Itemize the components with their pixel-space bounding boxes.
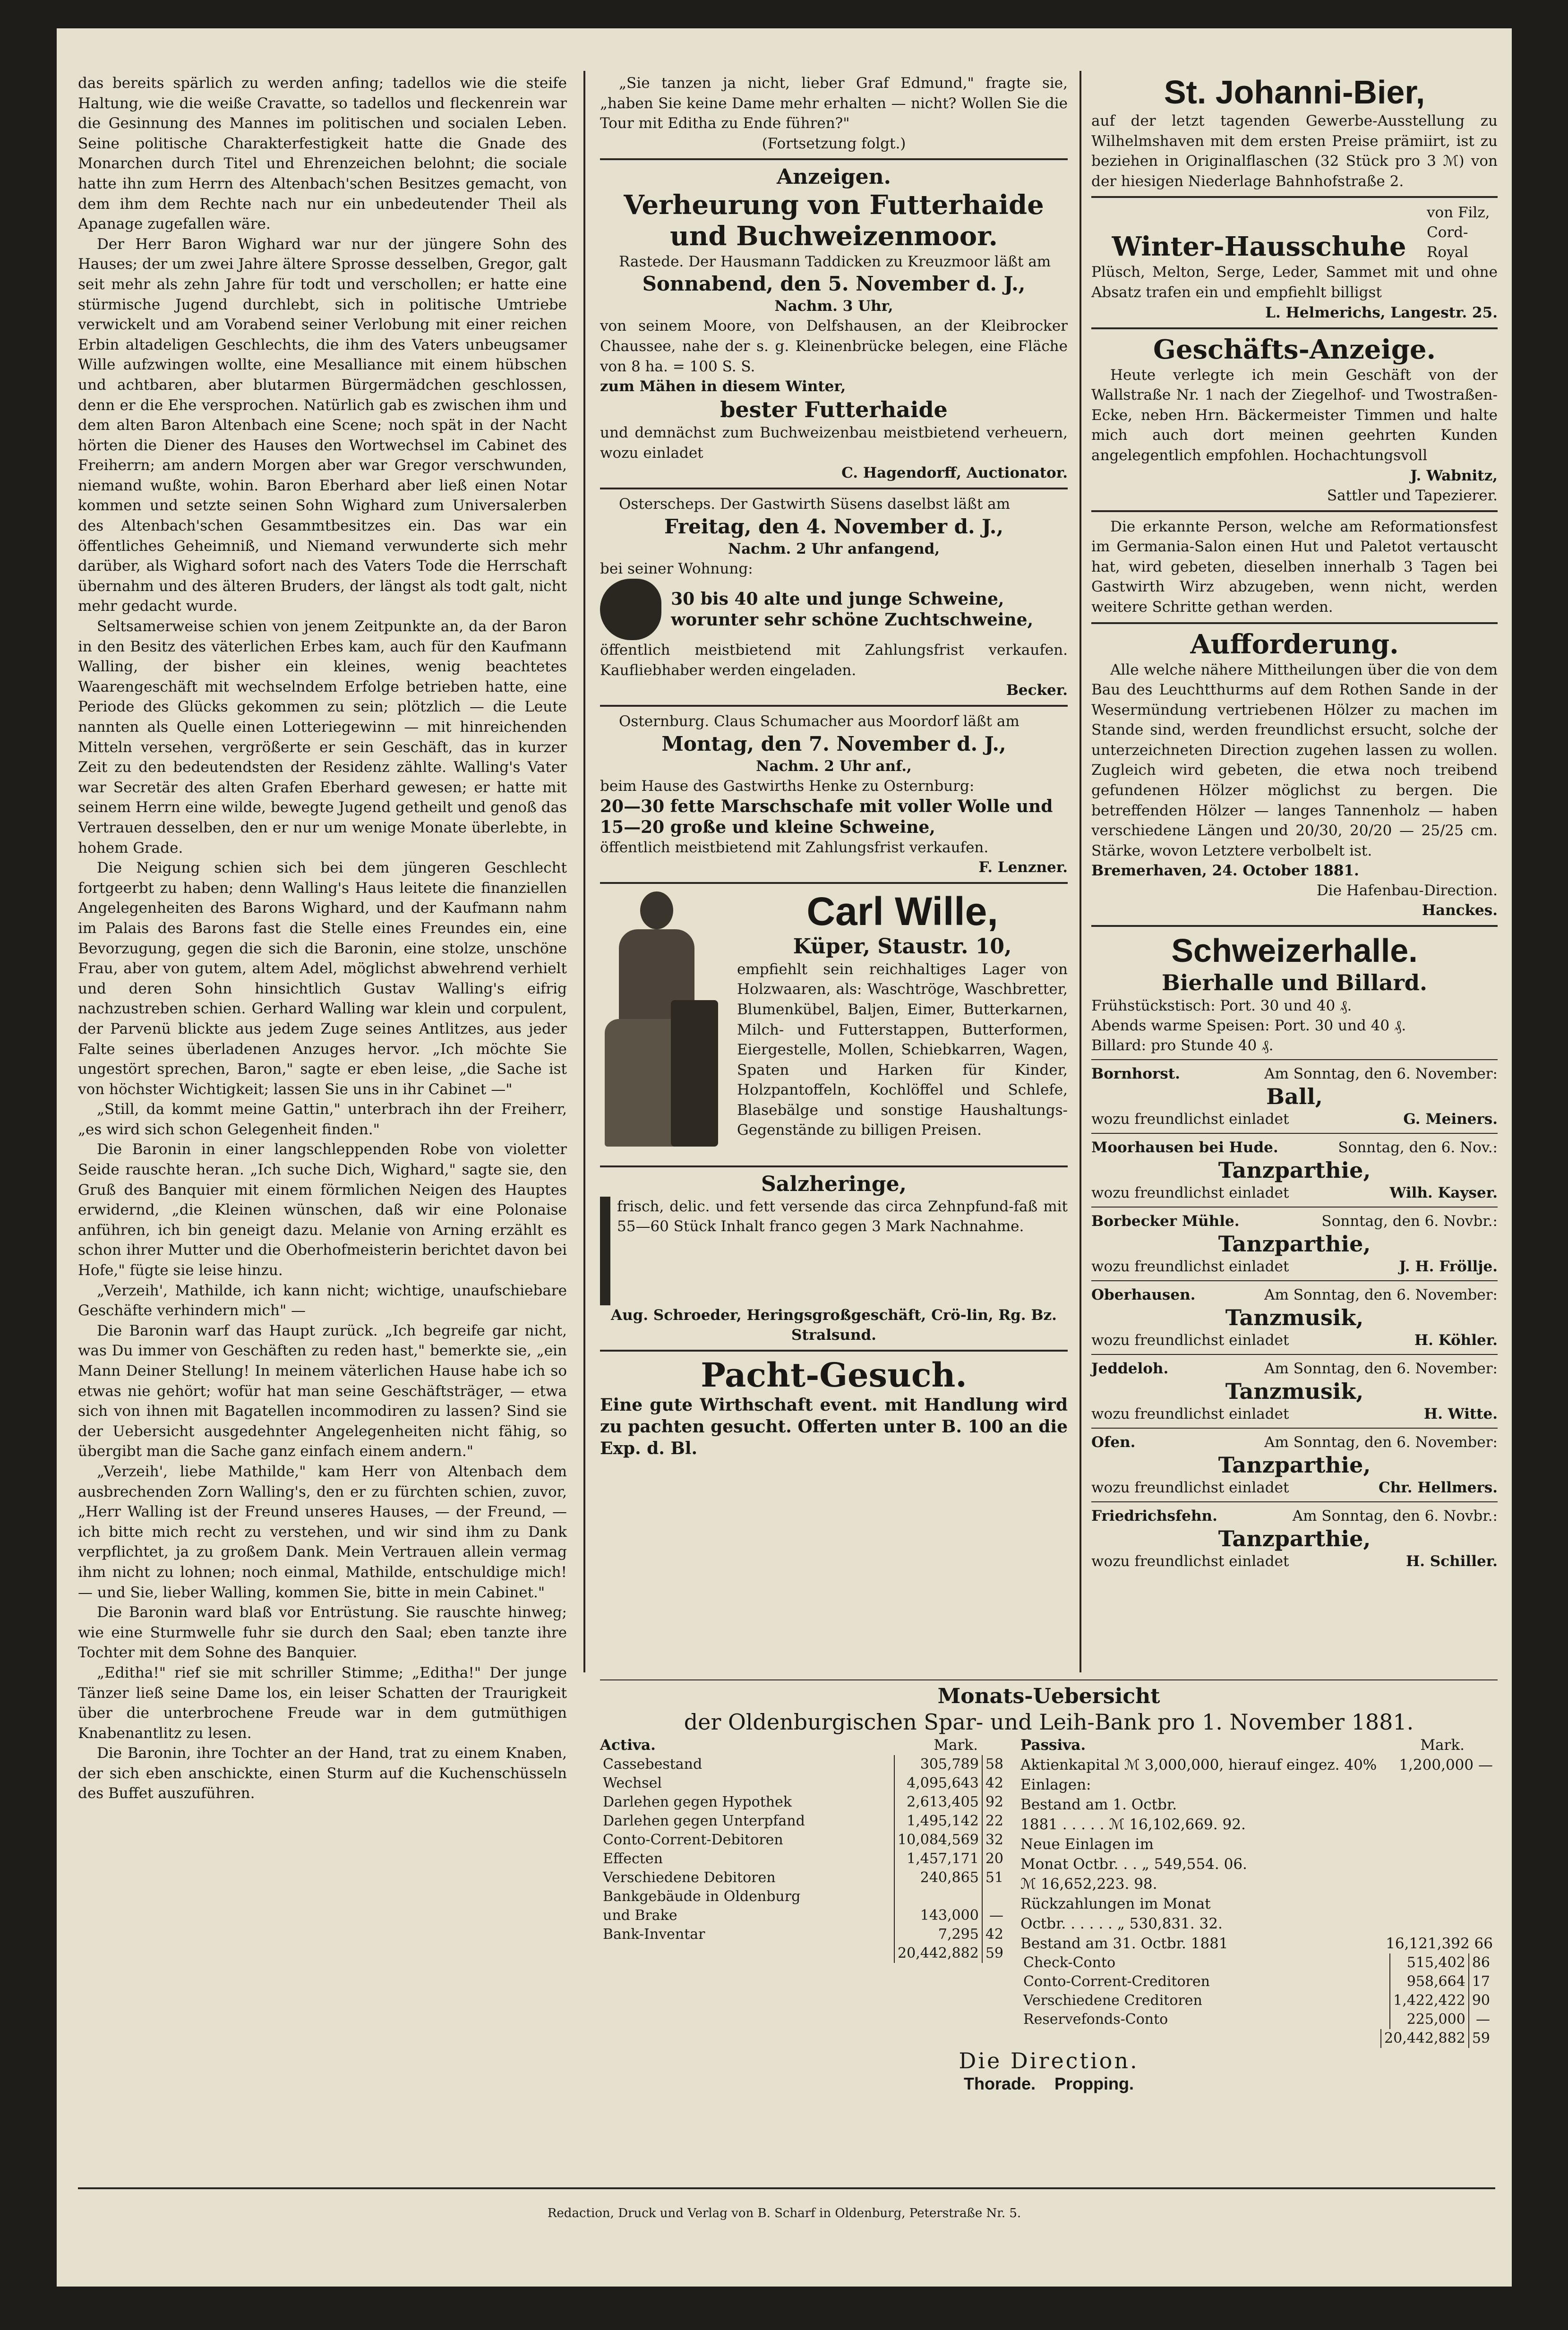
bank-balance-sheet xyxy=(600,1679,1498,2094)
ad-title: Carl Wille, xyxy=(806,889,998,934)
serial-story-column xyxy=(78,73,567,1804)
ad-place-date: Bremerhaven, 24. October 1881. xyxy=(1091,862,1359,880)
row-mark: 305,789 xyxy=(894,1755,982,1774)
column-rule xyxy=(583,71,585,1672)
dance-place: Borbecker Mühle. xyxy=(1091,1213,1240,1230)
dance-date: Am Sonntag, den 6. Novbr.: xyxy=(1292,1508,1498,1525)
row-label: Darlehen gegen Hypothek xyxy=(603,1794,792,1810)
dance-invite: wozu freundlichst einladet xyxy=(1091,1405,1289,1423)
row-pfennig: 42 xyxy=(982,1925,1006,1944)
ad-title: Pacht-Gesuch. xyxy=(701,1355,967,1395)
activa-label: Activa. xyxy=(600,1737,656,1754)
row-pfennig: 51 xyxy=(982,1868,1006,1887)
newspaper-page xyxy=(57,28,1512,2287)
ad-highlight: 20—30 fette Marschschafe mit voller Wolle und xyxy=(600,796,1053,816)
dance-place: Friedrichsfehn. xyxy=(1091,1508,1217,1525)
divider xyxy=(600,1165,1068,1167)
ad-text: und demnächst zum Buchweizenbau meistbietend verheuern, wozu einladet xyxy=(600,424,1068,462)
table-row xyxy=(600,1831,1006,1850)
ad-highlight: 15—20 große und kleine Schweine, xyxy=(600,817,935,837)
dance-ad xyxy=(1091,1501,1498,1571)
ad-text: Billard: pro Stunde 40 ₰. xyxy=(1091,1037,1274,1054)
dance-invite: wozu freundlichst einladet xyxy=(1091,1184,1289,1202)
mark-header: Mark. xyxy=(1420,1737,1465,1754)
story-paragraph: Die Baronin ward blaß vor Entrüstung. Sie rauschte hinweg; wie eine Sturmwelle fuhr sie durch den Saal; eben tanzte ihre Tochter mit dem Sohne des Banquier. xyxy=(78,1604,567,1662)
dance-invite: wozu freundlichst einladet xyxy=(1091,1479,1289,1497)
dance-date: Sonntag, den 6. Nov.: xyxy=(1338,1139,1498,1156)
decorative-bar xyxy=(600,1197,610,1305)
dance-date: Am Sonntag, den 6. November: xyxy=(1264,1286,1498,1304)
ad-signature: J. Wabnitz, xyxy=(1410,467,1498,484)
story-paragraph: „Verzeih', liebe Mathilde," kam Herr von Altenbach dem ausbrechenden Zorn Walling's, den er zu fürchten schien, zuvor, „Herr Walling ist der Freund unseres Hauses, — der Freund, — ich bitte mich recht zu verstehen, und wir sind ihm zu Dank verpflichtet, ja zu großem Dank. Mein Vertrauen allein vermag ihm nicht zu lohnen; noch einmal, Mathilde, entschuldige mich! — und Sie, lieber Walling, kommen Sie, bitte in mein Cabinet." xyxy=(78,1463,567,1601)
row-pfennig: 32 xyxy=(982,1831,1006,1850)
row-label: Conto-Corrent-Creditoren xyxy=(1023,1973,1210,1990)
passiva-label: Passiva. xyxy=(1020,1737,1086,1754)
row-mark: 515,402 xyxy=(1390,1953,1469,1972)
row-pfennig: 86 xyxy=(1469,1953,1493,1972)
ad-text: bei seiner Wohnung: xyxy=(600,560,753,577)
dance-title: Tanzparthie, xyxy=(1218,1526,1371,1552)
row-label: Bankgebäude in Oldenburg xyxy=(603,1888,801,1905)
row-label: Verschiedene Creditoren xyxy=(1023,1992,1202,2009)
row-mark: 1,457,171 xyxy=(894,1850,982,1868)
ad-signature: F. Lenzner. xyxy=(978,858,1068,876)
dance-title: Tanzmusik, xyxy=(1225,1305,1364,1331)
passiva-side xyxy=(1020,1735,1493,2048)
row-pfennig xyxy=(982,1887,1006,1906)
row-label: Verschiedene Debitoren xyxy=(603,1869,776,1886)
ad-text: Osternburg. Claus Schumacher aus Moordorf läßt am xyxy=(619,713,1020,730)
row-pfennig: 42 xyxy=(982,1774,1006,1793)
ad-text: öffentlich meistbietend mit Zahlungsfrist verkaufen. xyxy=(600,839,989,856)
ad-signature: L. Helmerichs, Langestr. 25. xyxy=(1265,304,1498,321)
passiva-line: Monat Octbr. . . „ 549,554. 06. xyxy=(1020,1856,1247,1873)
ad-signature: Die Hafenbau-Direction. xyxy=(1316,882,1498,899)
ad-text: Plüsch, Melton, Serge, Leder, Sammet mit und ohne Absatz trafen ein und empfiehlt billigst xyxy=(1091,264,1498,301)
dance-host: Chr. Hellmers. xyxy=(1379,1479,1498,1497)
table-row xyxy=(600,1755,1006,1774)
story-paragraph: „Editha!" rief sie mit schriller Stimme; „Editha!" Der junge Tänzer ließ seine Dame los, ein leiser Schatten der Traurigkeit über die unterbrochene Freude war in dem gutmüthigen Knabenantlitz zu lesen. xyxy=(78,1664,567,1742)
ad-text: empfiehlt sein reichhaltiges Lager von Holzwaaren, als: Waschtröge, Waschbretter, Blumenkübel, Baljen, Eimer, Butterkarnen, Milch- und Futterstappen, Butterformen, Eiergestelle, Mollen, Schiebkarren, Wagen, Spaten und Harken für Kinder, Holzpantoffeln, Kochlöffel und Schlefe, Blasebälge und sonstige Haushaltungs-Gegenstände zu billigen Preisen. xyxy=(737,960,1068,1139)
balance-signature: Die Direction. xyxy=(959,2048,1139,2073)
ad-text: Die erkannte Person, welche am Reformationsfest im Germania-Salon einen Hut und Paletot vertauscht hat, wird gebeten, dieselben innerhalb 3 Tagen bei Gastwirth Wirz abzugeben, wenn nicht, werden weitere Schritte gethan werden. xyxy=(1091,518,1498,616)
dance-title: Tanzparthie, xyxy=(1218,1231,1371,1257)
dance-ad xyxy=(1091,1280,1498,1350)
activa-total: 20,442,882 xyxy=(894,1944,982,1963)
ad-title: Verheurung von Futterhaide und Buchweizenmoor. xyxy=(624,189,1044,252)
dance-date: Am Sonntag, den 6. November: xyxy=(1264,1360,1498,1378)
dance-title: Tanzmusik, xyxy=(1225,1379,1364,1405)
ad-signature: Aug. Schroeder, Heringsgroßgeschäft, Crö-lin, Rg. Bz. Stralsund. xyxy=(611,1306,1057,1344)
passiva-line: Neue Einlagen im xyxy=(1020,1836,1154,1853)
ad-highlight: bester Futterhaide xyxy=(720,397,948,423)
dance-host: Wilh. Kayser. xyxy=(1389,1184,1498,1202)
section-heading: Anzeigen. xyxy=(777,164,891,189)
row-pfennig: 22 xyxy=(982,1812,1006,1831)
row-label: Effecten xyxy=(603,1850,663,1867)
row-pfennig: 20 xyxy=(982,1850,1006,1868)
dance-ad xyxy=(1091,1059,1498,1129)
story-paragraph: „Still, da kommt meine Gattin," unterbrach ihn der Freiherr, „es wird sich schon Gelegenheit finden." xyxy=(78,1101,567,1138)
ad-title: St. Johanni-Bier, xyxy=(1164,74,1425,111)
ad-signature: C. Hagendorff, Auctionator. xyxy=(841,464,1068,482)
passiva-value: 1,200,000 — xyxy=(1399,1756,1493,1773)
row-label: Darlehen gegen Unterpfand xyxy=(603,1813,805,1829)
row-pfennig: — xyxy=(982,1906,1006,1925)
dance-ads xyxy=(1091,1059,1498,1571)
ad-text: Alle welche nähere Mittheilungen über die von dem Bau des Leuchtthurms auf dem Rothen Sande in der Wesermündung vertriebenen Hölzer zu machen im Stande sind, werden freundlichst ersucht, solche der unterzeichneten Direction zugehen lassen zu wollen. Zugleich wird gebeten, die etwa noch treibend gefundenen Hölzer möglichst zu bergen. Die betreffenden Hölzer — langes Tannenholz — haben verschiedene Längen und 20/30, 20/20 — 25/25 cm. Stärke, wovon Letztere verbolbelt ist. xyxy=(1091,661,1498,859)
dance-place: Oberhausen. xyxy=(1091,1286,1196,1304)
passiva-line: 1881 . . . . . ℳ 16,102,669. 92. xyxy=(1020,1816,1246,1833)
row-mark: 958,664 xyxy=(1390,1972,1469,1991)
divider xyxy=(600,882,1068,884)
row-label: Conto-Corrent-Debitoren xyxy=(603,1832,783,1848)
story-paragraph: das bereits spärlich zu werden anfing; tadellos wie die steife Haltung, wie die weiße Cravatte, so tadellos und fleckenrein war die Gesinnung des Mannes im politischen und socialen Leben. Seine politische Charakterfestigkeit hatte die Gnade des Monarchen durch Titel und Ehrenzeichen belohnt; die sociale hatte ihn zum Herrn des Altenbach'schen Besitzes gemacht, von dem ihm dem Rechte nach nur ein unbedeutender Theil als Apanage zugefallen wäre. xyxy=(78,75,567,233)
table-row xyxy=(600,1906,1006,1925)
row-mark: 1,422,422 xyxy=(1390,1991,1469,2010)
passiva-line: Aktienkapital ℳ 3,000,000, hierauf eingez. 40% xyxy=(1020,1756,1377,1773)
ad-title: Salzheringe, xyxy=(761,1172,907,1196)
ad-highlight: 30 bis 40 alte und junge Schweine, worunter sehr schöne Zuchtschweine, xyxy=(671,589,1034,630)
row-mark: 10,084,569 xyxy=(894,1831,982,1850)
ad-time: Nachm. 2 Uhr anf., xyxy=(756,757,912,775)
ad-text: Osterscheps. Der Gastwirth Süsens daselbst läßt am xyxy=(619,496,1011,513)
divider xyxy=(1091,196,1498,198)
row-label: und Brake xyxy=(603,1907,677,1924)
story-paragraph: Die Neigung schien sich bei dem jüngeren Geschlecht fortgeerbt zu haben; denn Walling's Haus leitete die finanziellen Angelegenheiten des Barons Wighard, und der Kaufmann nahm im Palais des Barons fast die Stelle eines Freundes ein, eine Bevorzugung, gegen die sich die Baronin, eine stolze, unschöne Frau, aber von gutem, altem Adel, möglichst abwehrend verhielt und deren Sohn hinsichtlich Gustav Walling's eifrig nachzustreben schien. Gerhard Walling war klein und corpulent, der Parvenü blickte aus jedem Zuge seines Antlitzes, aus jeder Falte seines überladenen Anzuges hervor. „Ich möchte Sie ungestört sprechen, Baron," sagte er eben leise, „die Sache ist von höchster Wichtigkeit; lassen Sie uns in ihr Cabinet —" xyxy=(78,859,567,1098)
dance-place: Moorhausen bei Hude. xyxy=(1091,1139,1278,1156)
ad-text: Heute verlegte ich mein Geschäft von der Wallstraße Nr. 1 nach der Ziegelhof- und Twostraßen-Ecke, neben Hrn. Bäckermeister Timmen und halte mich auch dort meinen geehrten Kunden angelegentlich empfohlen. Hochachtungsvoll xyxy=(1091,366,1498,464)
story-paragraph: Die Baronin in einer langschleppenden Robe von violetter Seide rauschte heran. „Ich suche Dich, Wighard," sagte sie, den Gruß des Banquier mit einem förmlichen Neigen des Hauptes erwidernd, „die Kleinen wünschen, daß wir eine Polonaise anführen, ich bin geneigt dazu. Melanie von Arning erzählt es schon ihrer Mutter und die Oberhofmeisterin berichtet davon bei Hofe," fügte sie leise hinzu. xyxy=(78,1141,567,1279)
row-mark: 143,000 xyxy=(894,1906,982,1925)
ad-date: Freitag, den 4. November d. J., xyxy=(664,514,1004,538)
ad-signature: Becker. xyxy=(1006,682,1068,699)
row-mark xyxy=(894,1887,982,1906)
divider xyxy=(600,158,1068,160)
ads-column-middle xyxy=(600,73,1068,1459)
dance-host: H. Witte. xyxy=(1423,1405,1498,1423)
balance-title: Monats-Uebersicht xyxy=(937,1684,1160,1708)
ad-text: von seinem Moore, von Delfshausen, an der Kleibrocker Chaussee, nahe der s. g. Kleinenbrücke belegen, eine Fläche von 8 ha. = 100 S. S. xyxy=(600,317,1068,375)
row-pfennig: — xyxy=(1469,2010,1493,2029)
story-paragraph: Die Baronin warf das Haupt zurück. „Ich begreife gar nicht, was Du immer von Geschäften zu reden hast," bemerkte sie, „ein Mann Deiner Stellung! In meinem väterlichen Hause habe ich so etwas nie gehört; wofür hat man seine Geschäftsträger, — etwa sich von ihnen mit Bagatellen incommodiren zu lassen? Sind sie der Uebersicht ausgedehnter Angelegenheiten nicht fähig, so übergibt man die Sache ganz einfach einem andern." xyxy=(78,1322,567,1460)
row-label: Check-Conto xyxy=(1023,1954,1116,1971)
dance-ad xyxy=(1091,1354,1498,1424)
ad-text: Eine gute Wirthschaft event. mit Handlung wird zu pachten gesucht. Offerten unter B. 100 an die Exp. d. Bl. xyxy=(600,1395,1068,1458)
mark-header: Mark. xyxy=(934,1737,978,1754)
dance-place: Jeddeloh. xyxy=(1091,1360,1169,1378)
ad-title: Winter-Hausschuhe xyxy=(1112,231,1406,263)
ad-aside: von Filz, Cord-Royal xyxy=(1427,204,1490,261)
story-paragraph: Seltsamerweise schien von jenem Zeitpunkte an, da der Baron in den Besitz des väterlichen Erbes kam, auch für den Kaufmann Walling, der bisher ein kleines, wenig beachtetes Waarengeschäft mit wechselndem Erfolge betrieben hatte, eine Periode des Glücks gekommen zu sein; plötzlich — die Leute nannten als Quelle einen Lotteriegewinn — mit hinreichenden Mitteln versehen, vergrößerte er sein Geschäft, das in kurzer Zeit zu den bedeutendsten der Residenz zählte. Walling's Vater war Secretär des alten Grafen Eberhard gewesen; er hatte mit seinem Herrn eine wilde, bewegte Jugend getheilt und genoß das Vertrauen desselben, den er nur um wenige Monate überlebte, in hohem Grade. xyxy=(78,618,567,857)
ad-text: Rastede. Der Hausmann Taddicken zu Kreuzmoor läßt am xyxy=(619,253,1051,270)
passiva-line: Rückzahlungen im Monat xyxy=(1020,1895,1211,1912)
balance-subtitle: der Oldenburgischen Spar- und Leih-Bank pro 1. November 1881. xyxy=(684,1709,1414,1735)
continued-note: (Fortsetzung folgt.) xyxy=(762,135,906,152)
divider xyxy=(600,1350,1068,1352)
story-paragraph: „Verzeih', Mathilde, ich kann nicht; wichtige, unaufschiebare Geschäfte verhindern mich" — xyxy=(78,1282,567,1319)
table-row xyxy=(600,1850,1006,1868)
balance-names: Thorade. Propping. xyxy=(964,2074,1134,2093)
row-mark: 240,865 xyxy=(894,1868,982,1887)
dance-ad xyxy=(1091,1428,1498,1498)
ad-title: Geschäfts-Anzeige. xyxy=(1153,334,1436,365)
dance-place: Bornhorst. xyxy=(1091,1065,1180,1083)
passiva-table xyxy=(1020,1953,1493,2029)
row-mark: 2,613,405 xyxy=(894,1793,982,1812)
divider xyxy=(1091,510,1498,512)
dance-host: H. Köhler. xyxy=(1414,1332,1498,1349)
activa-table xyxy=(600,1755,1006,1944)
table-row xyxy=(600,1812,1006,1831)
dance-title: Ball, xyxy=(1266,1084,1323,1110)
row-mark: 4,095,643 xyxy=(894,1774,982,1793)
dance-invite: wozu freundlichst einladet xyxy=(1091,1332,1289,1349)
dance-host: H. Schiller. xyxy=(1405,1553,1498,1570)
divider xyxy=(1091,327,1498,329)
passiva-line: Bestand am 1. Octbr. xyxy=(1020,1796,1177,1813)
dance-ad xyxy=(1091,1207,1498,1276)
dance-invite: wozu freundlichst einladet xyxy=(1091,1111,1289,1128)
passiva-capital-lines xyxy=(1020,1755,1379,1953)
table-row xyxy=(600,1868,1006,1887)
ad-time: Nachm. 2 Uhr anfangend, xyxy=(728,540,940,557)
dance-host: J. H. Fröllje. xyxy=(1399,1258,1498,1276)
story-paragraph: Die Baronin, ihre Tochter an der Hand, trat zu einem Knaben, der sich eben anschickte, einen Sturm auf die Kuchenschüsseln des Buffet auszuführen. xyxy=(78,1745,567,1802)
activa-side xyxy=(600,1735,1006,2048)
dance-invite: wozu freundlichst einladet xyxy=(1091,1258,1289,1276)
table-row xyxy=(600,1887,1006,1906)
dance-date: Sonntag, den 6. Novbr.: xyxy=(1321,1213,1498,1230)
table-row xyxy=(1020,1991,1493,2010)
woman-churn-illustration xyxy=(600,891,728,1156)
row-label: Bank-Inventar xyxy=(603,1926,705,1943)
ad-date: Montag, den 7. November d. J., xyxy=(661,732,1006,755)
row-mark: 7,295 xyxy=(894,1925,982,1944)
table-row xyxy=(1020,2010,1493,2029)
ad-text: Frühstückstisch: Port. 30 und 40 ₰. xyxy=(1091,997,1352,1015)
divider xyxy=(1091,925,1498,927)
table-row xyxy=(1020,1953,1493,1972)
passiva-capital-values xyxy=(1379,1755,1493,1953)
ad-text: Abends warme Speisen: Port. 30 und 40 ₰. xyxy=(1091,1017,1406,1035)
ad-title: Aufforderung. xyxy=(1190,628,1399,660)
ad-signature: Hanckes. xyxy=(1422,902,1498,919)
ad-date: Sonnabend, den 5. November d. J., xyxy=(642,272,1026,296)
column-rule xyxy=(1080,71,1081,1672)
divider xyxy=(1091,622,1498,624)
table-row: 20,442,882 59 xyxy=(600,1944,1006,1963)
dance-place: Ofen. xyxy=(1091,1434,1136,1451)
pig-illustration xyxy=(600,579,661,640)
ad-subtitle: Küper, Staustr. 10, xyxy=(793,934,1012,959)
dance-title: Tanzparthie, xyxy=(1218,1157,1371,1183)
row-pfennig: 58 xyxy=(982,1755,1006,1774)
ad-text: zum Mähen in diesem Winter, xyxy=(600,378,846,395)
ad-text: öffentlich meistbietend mit Zahlungsfrist verkaufen. Kaufliebhaber werden eingeladen. xyxy=(600,641,1068,679)
dance-date: Am Sonntag, den 6. November: xyxy=(1264,1434,1498,1451)
dance-date: Am Sonntag, den 6. November: xyxy=(1264,1065,1498,1083)
row-label: Wechsel xyxy=(603,1775,662,1791)
dance-title: Tanzparthie, xyxy=(1218,1452,1371,1478)
dance-host: G. Meiners. xyxy=(1403,1111,1498,1128)
passiva-total: 20,442,882 xyxy=(1381,2029,1469,2048)
story-intro: „Sie tanzen ja nicht, lieber Graf Edmund," fragte sie, „haben Sie keine Dame mehr erhalten — nicht? Wollen Sie die Tour mit Editha zu Ende führen?" xyxy=(600,75,1068,132)
table-row xyxy=(600,1925,1006,1944)
ad-text: beim Hause des Gastwirths Henke zu Osternburg: xyxy=(600,777,975,795)
passiva-line: Bestand am 31. Octbr. 1881 xyxy=(1020,1935,1228,1952)
passiva-line: Octbr. . . . . . „ 530,831. 32. xyxy=(1020,1915,1223,1932)
row-pfennig: 17 xyxy=(1469,1972,1493,1991)
divider xyxy=(600,705,1068,707)
row-label: Reservefonds-Conto xyxy=(1023,2011,1168,2028)
table-row xyxy=(1020,1972,1493,1991)
row-mark: 225,000 xyxy=(1390,2010,1469,2029)
row-mark: 1,495,142 xyxy=(894,1812,982,1831)
dance-invite: wozu freundlichst einladet xyxy=(1091,1553,1289,1570)
ads-column-right xyxy=(1091,73,1498,1571)
dance-ad xyxy=(1091,1133,1498,1203)
ad-signature-title: Sattler und Tapezierer. xyxy=(1327,487,1498,504)
imprint: Redaction, Druck und Verlag von B. Scharf in Oldenburg, Peterstraße Nr. 5. xyxy=(547,2206,1021,2220)
passiva-line: Einlagen: xyxy=(1020,1776,1091,1793)
row-label: Cassebestand xyxy=(603,1756,703,1773)
story-paragraph: Der Herr Baron Wighard war nur der jüngere Sohn des Hauses; der um zwei Jahre ältere Sprosse desselben, Gregor, galt seit mehr als zehn Jahre für todt und verschollen; er hatte eine stürmische Jugend durchlebt, sich in politische Umtriebe verwickelt und am Vorabend seiner Verlobung mit einer reichen Erbin altadeligen Geschlechts, die ihm des Vaters unbeugsamer Wille aufzwingen wollte, eine Mesalliance mit einem hübschen und achtbaren, aber blutarmen Bürgermädchen geschlossen, denn er die Ehe versprochen. Natürlich gab es zwischen ihm und dem alten Baron Altenbach eine Scene; noch spät in der Nacht hörten die Diener des Hauses den Wortwechsel im Cabinet des Freiherrn; am andern Morgen aber war Gregor verschwunden, niemand wußte, wohin. Baron Eberhard aber ließ einen Notar kommen und setzte seinen Sohn Wighard zum Universalerben des Altenbach'schen Gesammtbesitzes ein. Das war ein öffentliches Geheimniß, und Niemand verwunderte sich mehr darüber, als Wighard sofort nach des Vaters Tode die Herrschaft übernahm und des älteren Bruders, der längst als todt galt, nicht mehr gedacht wurde. xyxy=(78,235,567,615)
ad-subtitle: Bierhalle und Billard. xyxy=(1162,970,1427,996)
passiva-value: 16,121,392 66 xyxy=(1386,1935,1493,1952)
table-row: 20,442,882 59 xyxy=(1020,2029,1493,2048)
ad-text: auf der letzt tagenden Gewerbe-Ausstellung zu Wilhelmshaven mit dem ersten Preise prämiirt, ist zu beziehen in Originalflaschen (32 Stück pro 3 ℳ) von der hiesigen Niederlage Bahnhofstraße 2. xyxy=(1091,112,1498,190)
row-pfennig: 90 xyxy=(1469,1991,1493,2010)
table-row xyxy=(600,1793,1006,1812)
table-row xyxy=(600,1774,1006,1793)
ad-time: Nachm. 3 Uhr, xyxy=(774,298,893,315)
passiva-line: ℳ 16,652,223. 98. xyxy=(1020,1876,1157,1893)
ad-text: frisch, delic. und fett versende das circa Zehnpfund-faß mit 55—60 Stück Inhalt franco gegen 3 Mark Nachnahme. xyxy=(617,1198,1068,1235)
divider xyxy=(600,488,1068,489)
row-pfennig: 92 xyxy=(982,1793,1006,1812)
ad-title: Schweizerhalle. xyxy=(1171,932,1418,969)
footer-rule xyxy=(78,2187,1495,2189)
